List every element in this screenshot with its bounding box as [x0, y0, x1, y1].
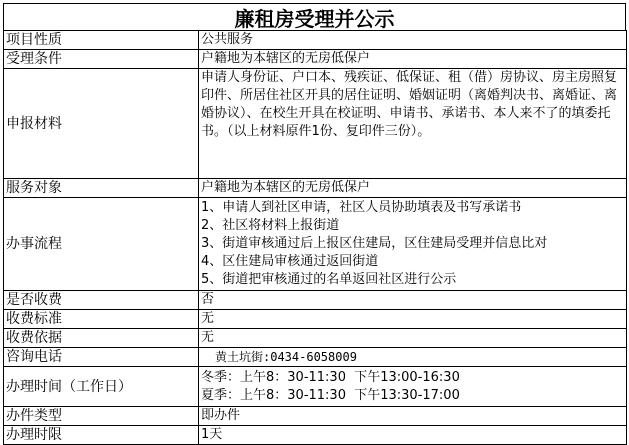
row-label-fee-standard: 收费标准 — [4, 310, 199, 329]
row-label-hours: 办理时间（工作日） — [4, 367, 199, 407]
hours-winter: 冬季：上午8：30-11:30 下午13:00-16:30 — [201, 369, 460, 385]
table-row — [4, 291, 627, 310]
row-value-nature: 公共服务 — [199, 31, 627, 50]
hours-summer: 夏季：上午8：30-11:30 下午13:30-17:00 — [201, 387, 460, 403]
table-row — [4, 407, 627, 426]
table-row — [4, 179, 627, 198]
row-label-process: 办事流程 — [4, 198, 199, 291]
table-row — [4, 69, 627, 179]
row-label-materials: 申报材料 — [4, 69, 199, 179]
table-row — [4, 310, 627, 329]
row-value-fee-basis: 无 — [199, 329, 627, 348]
row-value-deadline: 1天 — [199, 426, 627, 445]
row-value-process — [199, 198, 627, 291]
row-value-fee: 否 — [199, 291, 627, 310]
row-label-deadline: 办理时限 — [4, 426, 199, 445]
row-label-target: 服务对象 — [4, 179, 199, 198]
page-title: 廉租房受理并公示 — [3, 3, 626, 31]
row-label-type: 办件类型 — [4, 407, 199, 426]
table-row — [4, 426, 627, 445]
table-row — [4, 198, 627, 291]
table-row — [4, 31, 627, 50]
row-value-target: 户籍地为本辖区的无房低保户 — [199, 179, 627, 198]
process-step: 4、区住建局审核通过返回街道 — [201, 254, 379, 269]
table-row — [4, 329, 627, 348]
row-value-hours — [199, 367, 627, 407]
info-table — [3, 30, 627, 445]
row-label-fee-basis: 收费依据 — [4, 329, 199, 348]
table-row — [4, 348, 627, 367]
row-value-fee-standard: 无 — [199, 310, 627, 329]
row-label-phone: 咨询电话 — [4, 348, 199, 367]
row-value-phone: 黄土坑街:0434-6058009 — [199, 348, 627, 367]
row-value-materials: 申请人身份证、户口本、残疾证、低保证、租（借）房协议、房主房照复印件、所居住社区开具的居住证明、婚姻证明（离婚判决书、离婚证、离婚协议）、在校生开具在校证明、申请书、承诺书、本人来不了的填委托书。（以上材料原件1份、复印件三份）。 — [199, 69, 627, 179]
table-row — [4, 367, 627, 407]
row-label-fee: 是否收费 — [4, 291, 199, 310]
process-step: 5、街道把审核通过的名单返回社区进行公示 — [201, 272, 457, 287]
process-step: 3、街道审核通过后上报区住建局，区住建局受理并信息比对 — [201, 236, 548, 251]
row-label-nature: 项目性质 — [4, 31, 199, 50]
row-value-conditions: 户籍地为本辖区的无房低保户 — [199, 50, 627, 69]
table-row — [4, 50, 627, 69]
row-label-conditions: 受理条件 — [4, 50, 199, 69]
process-step: 1、申请人到社区申请，社区人员协助填表及书写承诺书 — [201, 200, 522, 215]
row-value-type: 即办件 — [199, 407, 627, 426]
process-step: 2、社区将材料上报街道 — [201, 218, 340, 233]
